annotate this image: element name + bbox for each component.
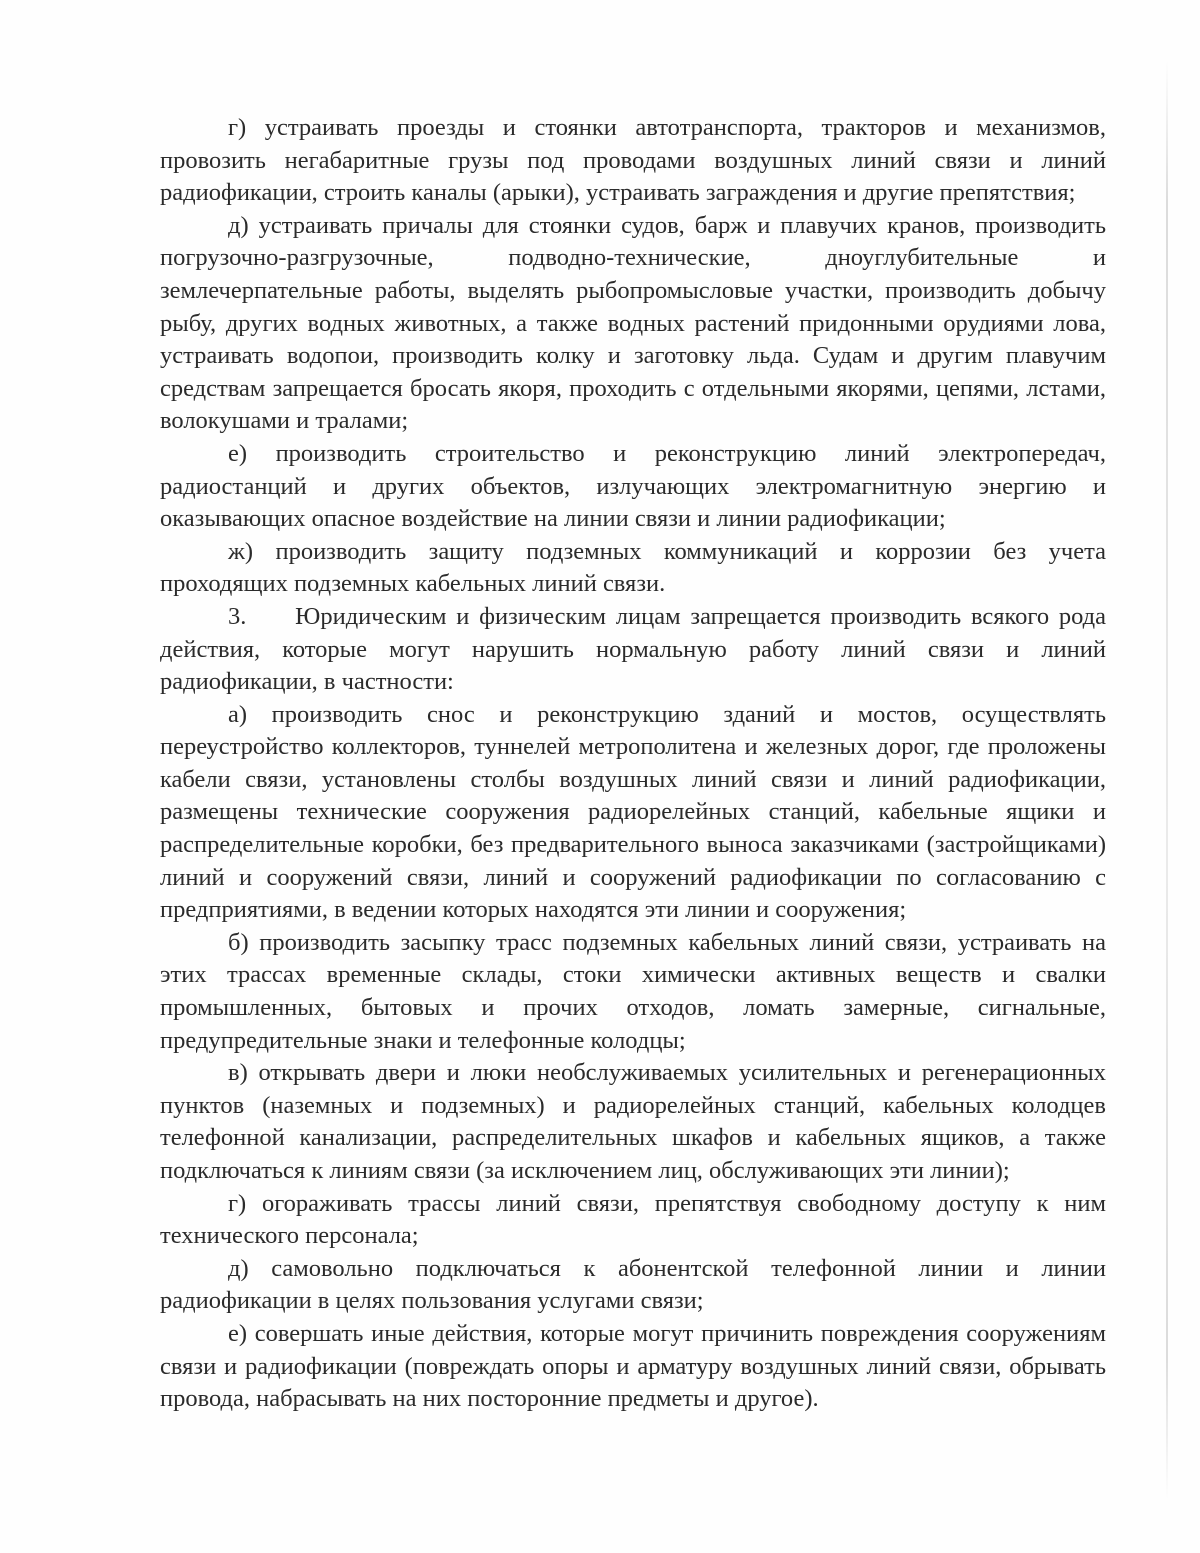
paragraph-item-g: г) устраивать проезды и стоянки автотранспорта, тракторов и механизмов, провозить негабаритные грузы под проводами воздушных линий связи и линий радиофикации, строить каналы (арыки), устраивать заграждения и другие препятствия; [160, 114, 1106, 207]
paragraph-item-v: в) открывать двери и люки необслуживаемых усилительных и регенерационных пунктов (наземных и подземных) и радиорелейных станций, кабельных колодцев телефонной канализации, распределительных шкафов и кабельных ящиков, а также подключаться к линиям связи (за исключением лиц, обслуживающих эти линии); [160, 1059, 1106, 1184]
paragraph-item-e2: е) совершать иные действия, которые могут причинить повреждения сооружениям связи и радиофикации (повреждать опоры и арматуру воздушных линий связи, обрывать провода, набрасывать на них посторонние предметы и другое). [160, 1319, 1106, 1413]
paragraph-item-d: д) устраивать причалы для стоянки судов, барж и плавучих кранов, производить погрузочно-разгрузочные, подводно-технические, дноуглубительные и землечерпательные работы, выделять рыбопромысловые участки, производить добычу рыбу, других водных животных, а также водных растений придонными орудиями лова, устраивать водопои, производить колку и заготовку льда. Судам и другим плавучим средствам запрещается бросать якоря, проходить с отдельными якорями, цепями, лстами, волокушами и тралами; [160, 211, 1106, 435]
scan-edge-shadow [1166, 60, 1168, 1500]
document-body [160, 112, 1113, 1416]
paragraph-item-g2: г) огораживать трассы линий связи, препятствуя свободному доступу к ним технического персонала; [160, 1189, 1106, 1250]
paragraph-item-d2: д) самовольно подключаться к абонентской телефонной линии и линии радиофикации в целях пользования услугами связи; [160, 1254, 1106, 1315]
paragraph-item-e: е) производить строительство и реконструкцию линий электропередач, радиостанций и других объектов, излучающих электромагнитную энергию и оказывающих опасное воздействие на линии связи и линии радиофикации; [160, 439, 1106, 533]
paragraph-item-b: б) производить засыпку трасс подземных кабельных линий связи, устраивать на этих трассах временные склады, стоки химически активных веществ и свалки промышленных, бытовых и прочих отходов, ломать замерные, сигнальные, предупредительные знаки и телефонные колодцы; [160, 928, 1106, 1054]
paragraph-item-a: а) производить снос и реконструкцию зданий и мостов, осуществлять переустройство коллекторов, туннелей метрополитена и железных дорог, где проложены кабели связи, установлены столбы воздушных линий связи и линий радиофикации, размещены технические сооружения радиорелейных станций, кабельные ящики и распределительные коробки, без предварительного выноса заказчиками (застройщиками) линий и сооружений связи, линий и сооружений радиофикации по согласованию с предприятиями, в ведении которых находятся эти линии и сооружения; [160, 700, 1106, 924]
paragraph-item-zh: ж) производить защиту подземных коммуникаций и коррозии без учета проходящих подземных кабельных линий связи. [160, 537, 1106, 598]
paragraph-section-3: 3. Юридическим и физическим лицам запрещается производить всякого рода действия, которые могут нарушить нормальную работу линий связи и линий радиофикации, в частности: [160, 602, 1113, 696]
